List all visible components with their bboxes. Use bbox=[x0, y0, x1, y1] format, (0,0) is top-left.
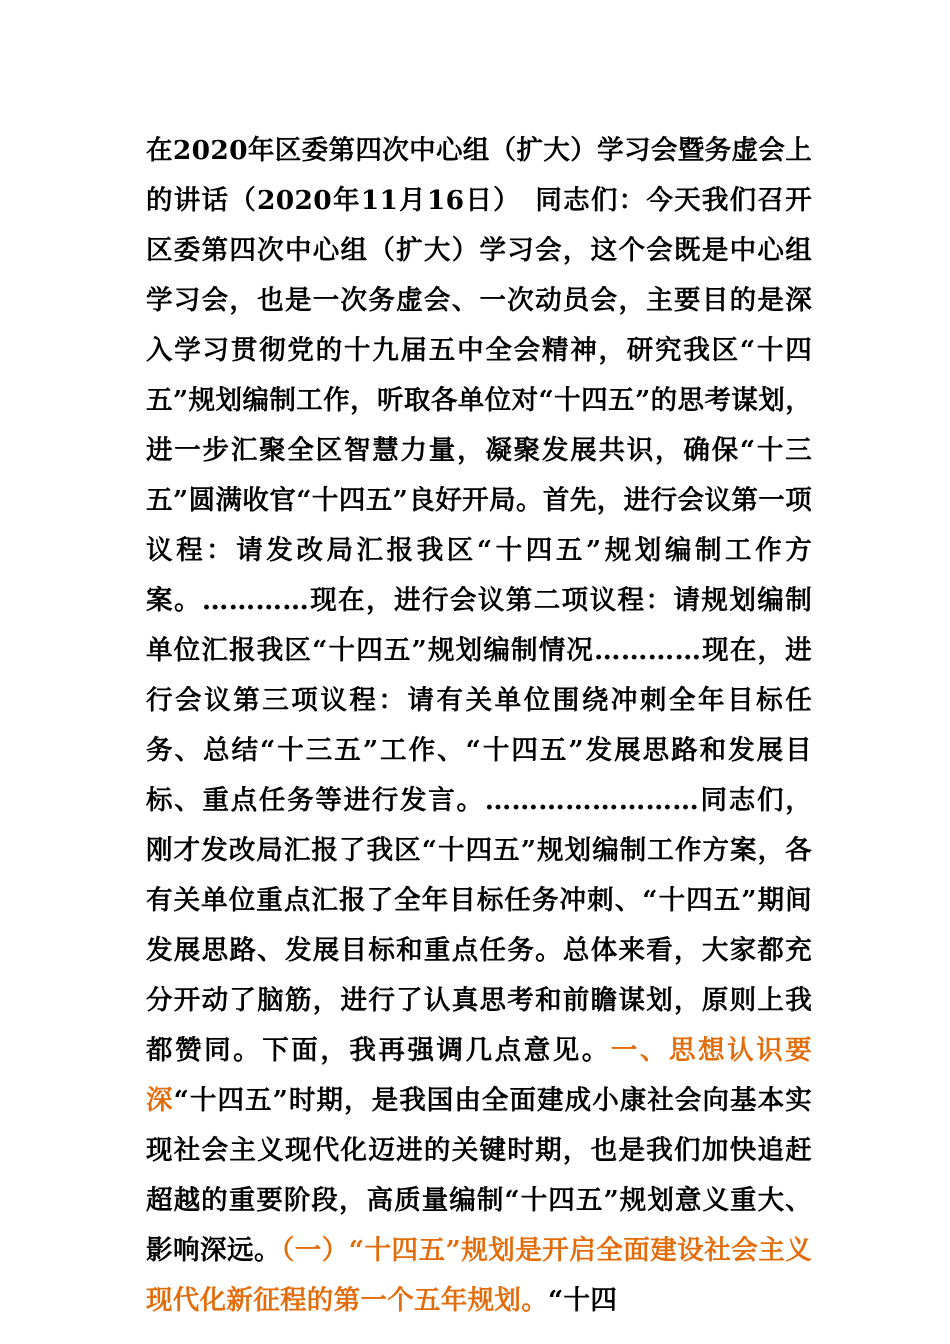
speech-body bbox=[146, 126, 812, 1326]
section-1-text: “十四五”时期，是我国由全面建成小康社会向基本实现社会主义现代化迈进的关键时期，也是我们加快追赶超越的重要阶段，高质量编制“十四五”规划意义重大、影响深远。 bbox=[146, 1085, 812, 1266]
subsection-heading-1-1: （一）“十四五”规划是开启全面建设社会主义现代化新征程的第一个五年规划。 bbox=[146, 1235, 812, 1316]
subsection-1-1-text: “十四 bbox=[548, 1285, 618, 1316]
section-heading-1: 一、思想认识要深 bbox=[146, 1035, 812, 1116]
speech-intro-text: 在2020年区委第四次中心组（扩大）学习会暨务虚会上的讲话（2020年11月16日） 同志们：今天我们召开区委第四次中心组（扩大）学习会，这个会既是中心组学习会，也是一次务虚会、一次动员会，主要目的是深入学习贯彻党的十九届五中全会精神，研究我区“十四五”规划编制工作，听取各单位对“十四五”的思考谋划，进一步汇聚全区智慧力量，凝聚发展共识，确保“十三五”圆满收官“十四五”良好开局。首先，进行会议第一项议程：请发改局汇报我区“十四五”规划编制工作方案。…………现在，进行会议第二项议程：请规划编制单位汇报我区“十四五”规划编制情况…………现在，进行会议第三项议程：请有关单位围绕冲刺全年目标任务、总结“十三五”工作、“十四五”发展思路和发展目标、重点任务等进行发言。……………………同志们，刚才发改局汇报了我区“十四五”规划编制工作方案，各有关单位重点汇报了全年目标任务冲刺、“十四五”期间发展思路、发展目标和重点任务。总体来看，大家都充分开动了脑筋，进行了认真思考和前瞻谋划，原则上我都赞同。下面，我再强调几点意见。 bbox=[146, 135, 812, 1066]
